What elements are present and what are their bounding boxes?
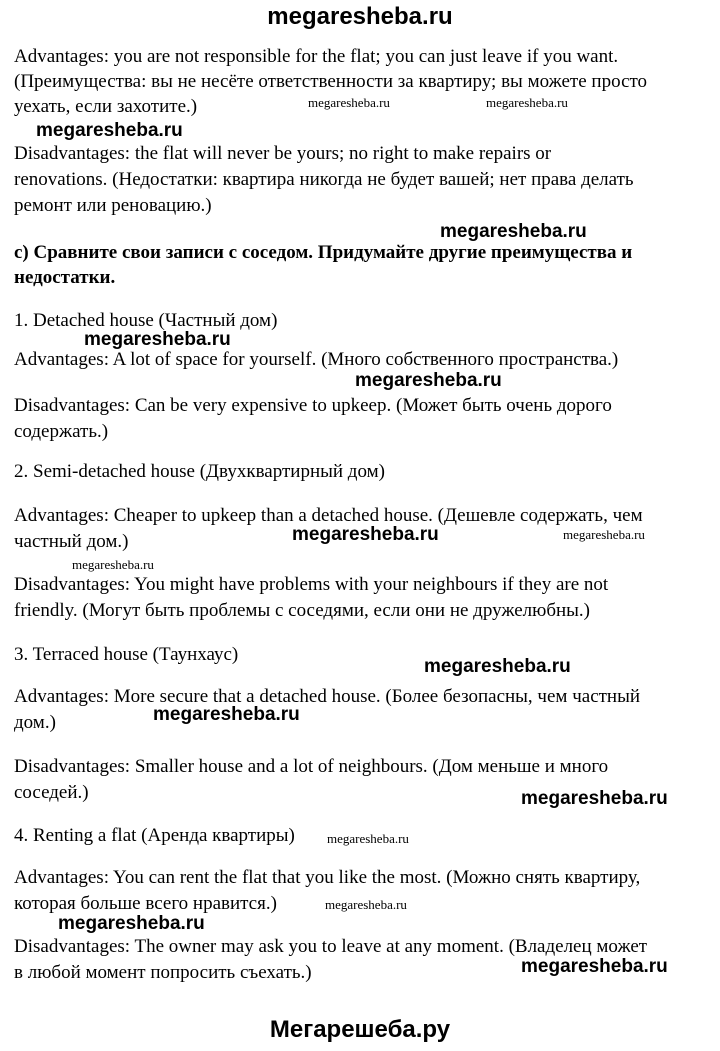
section-title: 3. Terraced house (Таунхаус) (14, 644, 239, 665)
text-line: уехать, если захотите.) (14, 96, 198, 117)
text-line: Disadvantages: Smaller house and a lot of neighbours. (Дом меньше и много (14, 756, 609, 777)
task-heading: недостатки. (14, 267, 116, 288)
text-line: Disadvantages: The owner may ask you to leave at any moment. (Владелец может (14, 936, 648, 957)
text-line: содержать.) (14, 421, 109, 442)
text-line: частный дом.) (14, 531, 129, 552)
section-title: 1. Detached house (Частный дом) (14, 310, 278, 331)
text-line: ремонт или реновацию.) (14, 195, 212, 216)
watermark: megaresheba.ru (36, 120, 183, 141)
section-title: 4. Renting a flat (Аренда квартиры) (14, 825, 295, 846)
text-line: Disadvantages: Can be very expensive to upkeep. (Может быть очень дорого (14, 395, 612, 416)
text-line: Advantages: you are not responsible for the flat; you can just leave if you want. (14, 46, 619, 67)
watermark: megaresheba.ru (153, 704, 300, 725)
site-header: megaresheba.ru (267, 3, 453, 30)
watermark: megaresheba.ru (440, 221, 587, 242)
watermark: megaresheba.ru (521, 956, 668, 977)
text-line: Disadvantages: the flat will never be yours; no right to make repairs or (14, 143, 552, 164)
text-line: Advantages: Cheaper to upkeep than a detached house. (Дешевле содержать, чем (14, 505, 643, 526)
text-line: которая больше всего нравится.) (14, 893, 277, 914)
text-line: renovations. (Недостатки: квартира никогда не будет вашей; нет права делать (14, 169, 634, 190)
watermark: megaresheba.ru (58, 913, 205, 934)
watermark: megaresheba.ru (355, 370, 502, 391)
text-line: Disadvantages: You might have problems with your neighbours if they are not (14, 574, 609, 595)
watermark: megaresheba.ru (521, 788, 668, 809)
site-footer: Мегарешеба.ру (269, 1016, 451, 1043)
watermark: megaresheba.ru (327, 831, 409, 846)
section-title: 2. Semi-detached house (Двухквартирный дом) (14, 461, 385, 482)
text-line: соседей.) (14, 782, 89, 803)
task-heading: c) Сравните свои записи с соседом. Придумайте другие преимущества и (14, 242, 633, 263)
watermark: megaresheba.ru (325, 897, 407, 912)
text-line: в любой момент попросить съехать.) (14, 962, 312, 983)
text-line: Advantages: You can rent the flat that you like the most. (Можно снять квартиру, (14, 867, 641, 888)
watermark: megaresheba.ru (424, 656, 571, 677)
text-line: Advantages: More secure that a detached house. (Более безопасны, чем частный (14, 686, 641, 707)
text-line: friendly. (Могут быть проблемы с соседями, если они не дружелюбны.) (14, 600, 591, 621)
watermark: megaresheba.ru (72, 557, 154, 572)
text-line: Advantages: A lot of space for yourself. (Много собственного пространства.) (14, 349, 619, 370)
text-line: дом.) (14, 712, 56, 733)
watermark: megaresheba.ru (563, 527, 645, 542)
watermark: megaresheba.ru (292, 524, 439, 545)
text-line: (Преимущества: вы не несёте ответственности за квартиру; вы можете просто (14, 71, 648, 92)
watermark: megaresheba.ru (308, 95, 390, 110)
watermark: megaresheba.ru (486, 95, 568, 110)
watermark: megaresheba.ru (84, 329, 231, 350)
